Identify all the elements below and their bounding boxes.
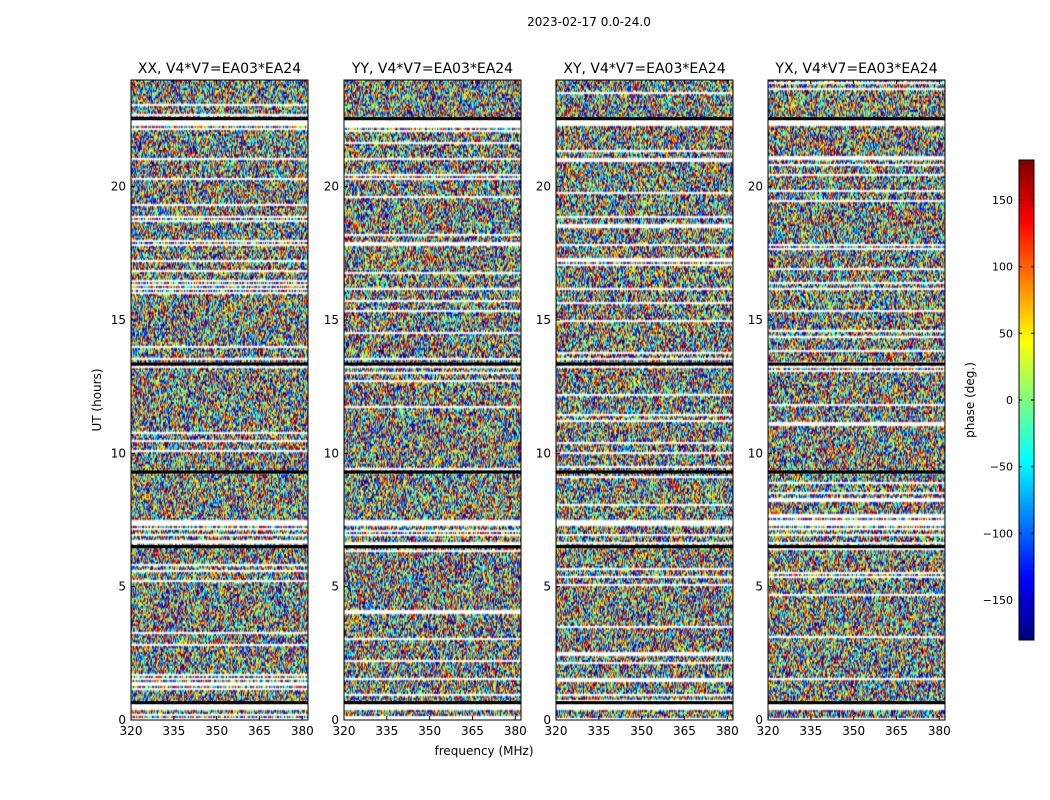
heatmap-cells [768,80,945,720]
y-tick-label: 5 [755,579,763,594]
dark-band [556,701,733,704]
colorbar-label: phase (deg.) [963,362,977,438]
dark-band [768,701,945,704]
x-tick-label: 320 [332,724,356,738]
x-tick-label: 320 [119,724,143,738]
dark-band [556,363,733,366]
heatmap-cells [131,80,308,720]
x-tick-label: 350 [842,724,866,738]
x-tick-label: 320 [544,724,568,738]
dark-band [131,545,308,548]
y-tick-label: 15 [535,313,551,327]
x-tick-label: 365 [248,724,271,738]
x-tick-label: 350 [418,724,442,738]
x-tick-label: 380 [715,724,739,738]
y-tick-label: 20 [110,179,126,194]
x-tick-label: 365 [461,724,484,738]
dark-band [768,545,945,548]
dark-band [768,117,945,120]
y-tick-label: 10 [535,446,551,461]
x-tick-label: 365 [885,724,908,738]
y-tick-label: 5 [543,579,551,594]
dark-band [344,471,521,474]
x-tick-label: 335 [375,724,399,738]
y-tick-label: 15 [747,313,763,327]
y-tick-label: 5 [118,579,126,594]
dark-band [768,471,945,474]
colorbar-tick-label: 0 [1006,394,1013,407]
dark-band [556,471,733,474]
x-tick-label: 350 [205,724,229,738]
y-tick-label: 10 [110,446,126,461]
dark-band [131,471,308,474]
y-tick-label: 0 [755,713,763,727]
colorbar-tick-label: 50 [999,327,1013,341]
dark-band [344,117,521,120]
panel-title: YY, V4*V7=EA03*EA24 [351,61,514,77]
y-tick-label: 15 [323,313,339,327]
y-axis-label: UT (hours) [90,368,104,432]
dark-band [556,117,733,120]
colorbar-tick-label: 150 [992,194,1013,207]
dark-band [344,701,521,704]
panel-3 [536,61,739,738]
y-tick-label: 0 [118,713,126,727]
dark-band [131,701,308,704]
figure-title: 2023-02-17 0.0-24.0 [527,15,651,29]
colorbar-tick-label: −100 [982,527,1013,541]
colorbar [983,160,1034,640]
panel-title: XY, V4*V7=EA03*EA24 [563,61,726,77]
y-tick-label: 20 [747,179,763,194]
dark-band [344,363,521,366]
panel-2 [324,61,527,738]
panels [111,61,951,738]
panel-1 [111,61,314,738]
dark-band [344,545,521,548]
dark-band [768,363,945,366]
x-tick-label: 380 [290,724,314,738]
y-tick-label: 0 [543,713,551,727]
y-tick-label: 10 [747,446,763,461]
dark-band [556,545,733,548]
y-tick-label: 15 [110,313,126,327]
panel-title: XX, V4*V7=EA03*EA24 [137,61,302,77]
panel-title: YX, V4*V7=EA03*EA24 [775,61,938,77]
heatmap-cells [344,80,521,720]
y-tick-label: 0 [331,713,339,727]
y-tick-label: 20 [535,179,551,194]
colorbar-tick-label: −150 [982,594,1013,607]
panel-4 [748,61,951,738]
x-tick-label: 380 [503,724,527,738]
colorbar-tick-label: 100 [992,260,1013,274]
x-axis-label: frequency (MHz) [434,744,534,758]
y-tick-label: 5 [331,579,339,594]
x-tick-label: 335 [799,724,823,738]
y-tick-label: 10 [323,446,339,461]
heatmap-cells [556,80,733,720]
dark-band [131,117,308,120]
x-tick-label: 350 [630,724,654,738]
x-tick-label: 320 [756,724,780,738]
dark-band [131,363,308,366]
x-tick-label: 365 [673,724,696,738]
x-tick-label: 380 [927,724,951,738]
x-tick-label: 335 [162,724,186,738]
x-tick-label: 335 [587,724,611,738]
y-tick-label: 20 [323,179,339,194]
colorbar-tick-label: −50 [989,460,1013,474]
